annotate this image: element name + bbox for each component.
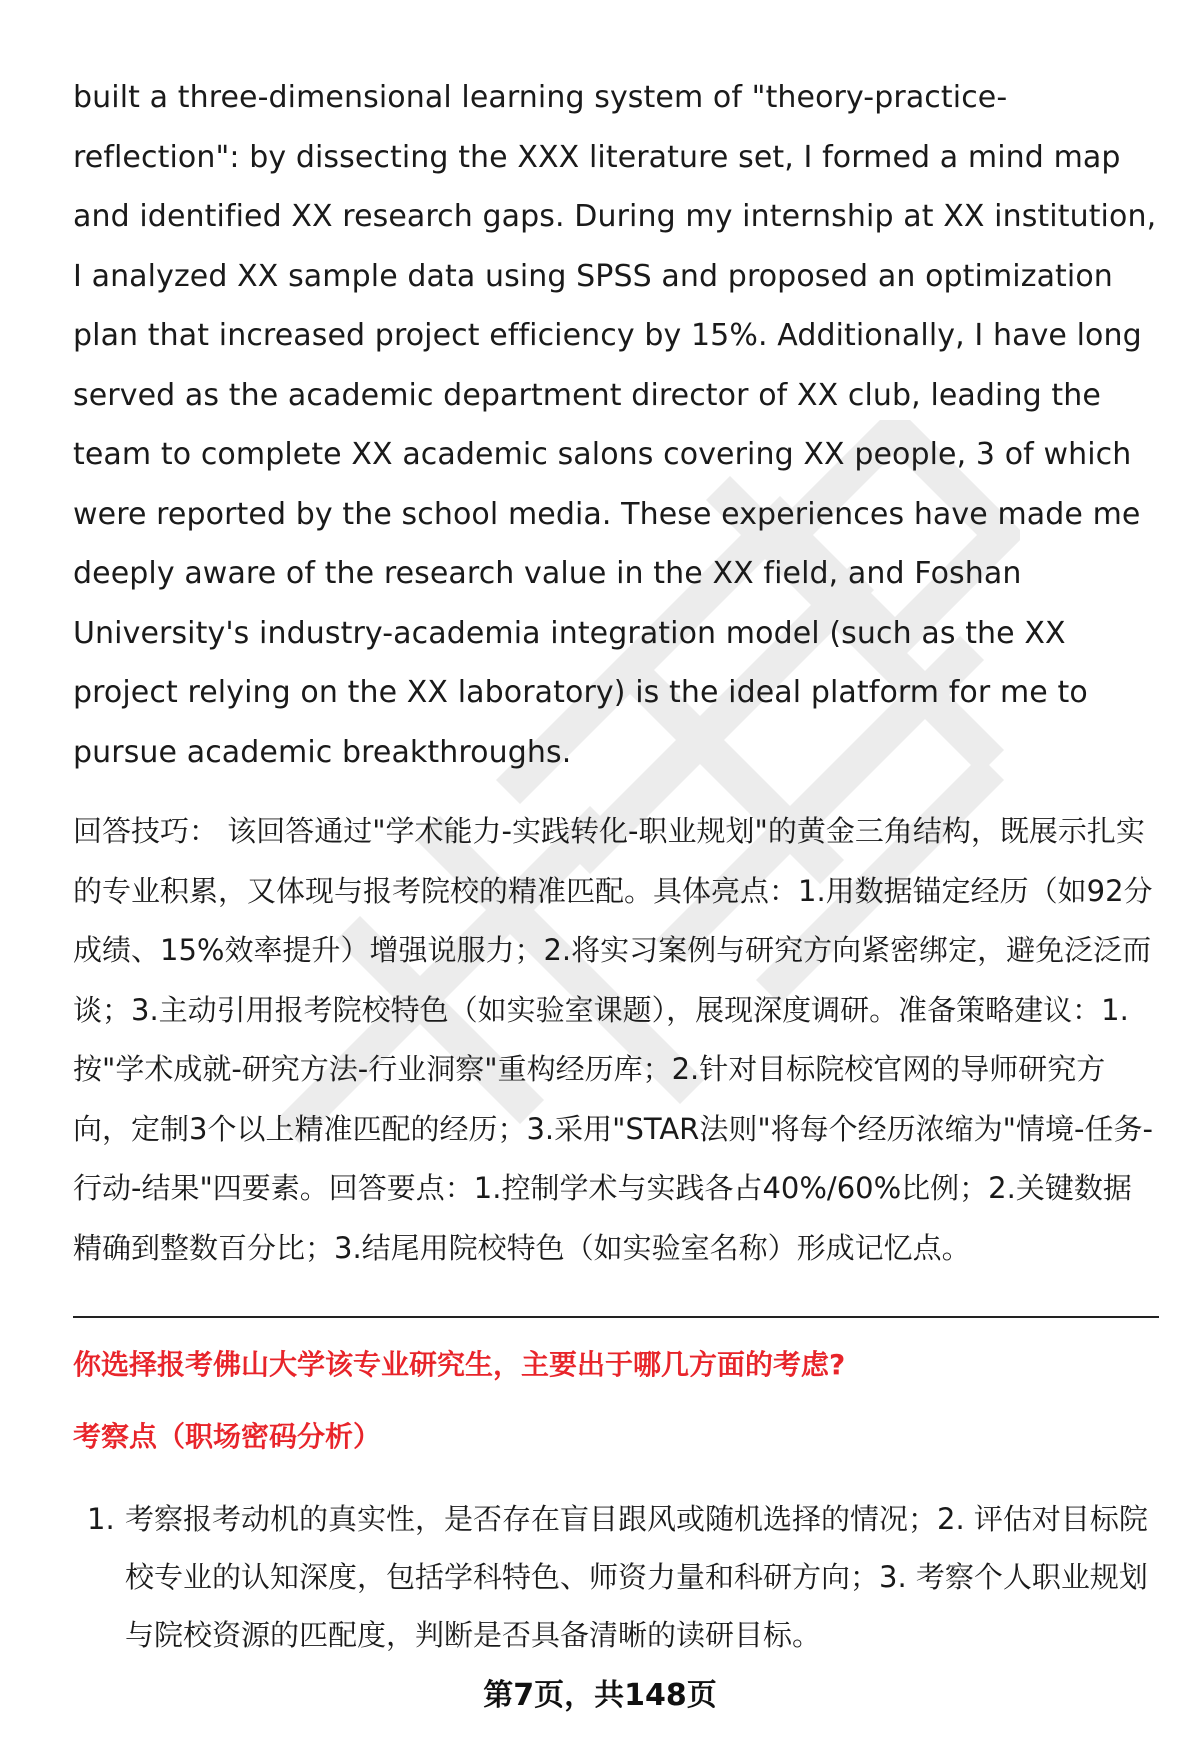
question-title: 你选择报考佛山大学该专业研究生，主要出于哪几方面的考虑? [73,1348,846,1381]
answer-tips-paragraph: 回答技巧： 该回答通过"学术能力-实践转化-职业规划"的黄金三角结构，既展示扎实的专业积累，又体现与报考院校的精准匹配。具体亮点：1.用数据锚定经历（如92分成绩、15%效率提升）增强说服力；2.将实习案例与研究方向紧密绑定，避免泛泛而谈；3.主动引用报考院校特色（如实验室课题），展现深度调研。准备策略建议：1.按"学术成就-研究方法-行业洞察"重构经历库；2.针对目标院校官网的导师研究方向，定制3个以上精准匹配的经历；3.采用"STAR法则"将每个经历浓缩为"情境-任务-行动-结果"四要素。回答要点：1.控制学术与实践各占40%/60%比例；2.关键数据精确到整数百分比；3.结尾用院校特色（如实验室名称）形成记忆点。 [73,814,1153,1265]
list-item [73,1490,1159,1664]
assessment-points-list [73,1490,1159,1664]
list-item-number: 1. [87,1502,115,1536]
answer-paragraph-english: built a three-dimensional learning system of "theory-practice-reflection": by dissecting the XXX literature set, I formed a mind map and identified XX research gaps. During my internship at XX institution, I analyzed XX sample data using SPSS and proposed an optimization plan that increased project efficiency by 15%. Additionally, I have long served as the academic department director of XX club, leading the team to complete XX academic salons covering XX people, 3 of which were reported by the school media. These experiences have made me deeply aware of the research value in the XX field, and Foshan University's industry-academia integration model (such as the XX project relying on the XX laboratory) is the ideal platform for me to pursue academic breakthroughs. [73,80,1157,770]
list-item-text: 考察报考动机的真实性，是否存在盲目跟风或随机选择的情况；2. 评估对目标院校专业的认知深度，包括学科特色、师资力量和科研方向；3. 考察个人职业规划与院校资源的匹配度，判断是否具备清晰的读研目标。 [125,1502,1148,1652]
document-page [73,68,1159,1664]
page-number-footer: 第7页，共148页 [483,1678,717,1713]
section-divider [73,1316,1159,1318]
assessment-points-heading: 考察点（职场密码分析） [73,1420,382,1453]
